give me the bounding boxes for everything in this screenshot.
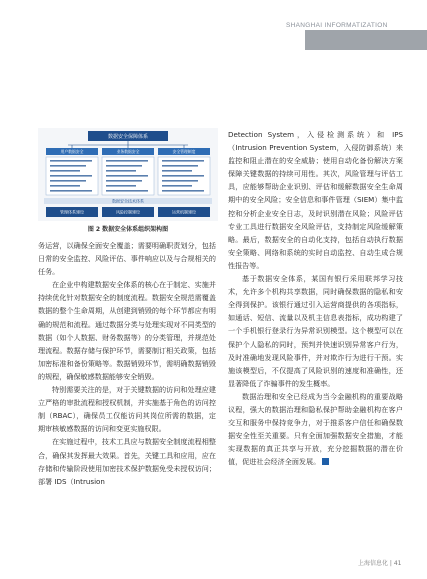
figure-text-line [106,160,148,162]
figure-caption: 图 2 数据安全体系组织架构图 [87,226,169,233]
figure-text-line [162,170,192,172]
figure-text-line [50,160,92,162]
figure-text-line [50,190,92,192]
figure-text-line [162,190,204,192]
right-column [228,128,403,468]
figure-text-line [106,175,148,177]
figure-text-line [162,160,204,162]
figure-bottom-label: 运营机制建设 [172,209,196,215]
header-bar [305,30,427,50]
figure-text-line [50,185,80,187]
figure-text-line [50,165,86,167]
figure-text-line [106,165,142,167]
figure-text-line [50,170,80,172]
figure-column-label: 用户数据安全 [60,149,84,155]
figure-top-label: 数据安全保障体系 [107,134,149,140]
figure-text-line [50,180,86,182]
paragraph: 数据治理和安全已经成为当今金融机构的重要战略议程，强大的数据治理和隐私保护帮助金融机构在客户交互和服务中保持竞争力，对于推系客户信任和确保数据安全性至关重要。只有全面加强数据安全措施，才能实现数据的真正共享与开放，充分挖掘数据的潜在价值，促进社会经济全面发展。 [228,391,403,467]
figure-text-line [162,180,198,182]
figure-column-label: 安全管理制度 [172,149,196,155]
figure-text-line [106,170,136,172]
figure-text-line [106,185,136,187]
paragraph: 在企业中构建数据安全体系的核心在于制定、实施并持续优化针对数据安全的制度流程。数据安全规范需覆盖数据的整个生命周期，从创建到销毁的每个环节都应有明确的规范和流程。通过数据分类与处理实现对不同类型的数据（如个人数据、财务数据等）的分类管理，并规范处理流程。数据存储与保护环节，需要制订相关政策，包括加密标准和备份策略等。数据销毁环节，需明确数据销毁的规程，确保敏感数据能够安全销毁。 [38,280,216,381]
figure-text-line [162,175,204,177]
figure-text-line [162,185,192,187]
architecture-figure [38,128,218,221]
journal-header: SHANGHAI INFORMATIZATION [286,22,388,29]
figure-text-line [106,190,148,192]
figure-column-label: 业务数据安全 [116,149,140,155]
paragraph: Detection System，入侵检测系统）和 IPS（Intrusion Prevention System，入侵防御系统）来监控和阻止潜在的安全威胁；使用自动化备份解决方案保障关键数据的持续可用性。其次，风险管理与评估工具，应能够帮助企业识别、评估和缓解数据安全生命周期中的安全风险；安全信息和事件管理（SIEM）集中监控和分析企业安全日志，及时识别潜在风险；风险评估专业工具进行数据安全风险评估，支持制定风险缓解策略。最后，数据安全的自动化支持，包括自动执行数据安全策略、网络和系统的实时自动监控、自动生成合规性报告等。 [228,130,403,270]
paragraph: 基于数据安全体系，某国有银行采用联邦学习技术，允许多个机构共享数据，同时确保数据的隐私和安全得到保护。该银行通过引入运营商提供的各项指标，如通话、短信、流量以及机主信息表指标，成功构建了一个手机银行登录行为异常识别模型。这个模型可以在保护个人隐私的同时，预判并快速识别异常客户行为，及时准确地发现风险事件，并对欺诈行为进行干预。实施该模型后，不仅提高了风险识别的速度和准确性，还显著降低了诈骗事件的发生概率。 [228,274,403,388]
left-column [38,239,216,488]
paragraph: 在实施过程中，技术工具应与数据安全制度流程相整合，确保其发挥最大效果。首先，关键工具和应用，应在存储和传输阶段使用加密技术保护数据免受未授权访问；部署 IDS（Intrusion [38,437,216,486]
figure-bottom-label: 风险控制建设 [116,209,140,215]
figure-text-line [162,165,198,167]
figure-bottom-label: 管理体系建设 [60,209,84,215]
page-footer: 上海信息化 | 41 [358,560,402,567]
figure-footer-label: 数据安全技术体系 [112,198,144,204]
paragraph: 务运营，以确保全面安全覆盖；需要明确职责划分，包括日常的安全监控、风险评估、事件响应以及与合规相关的任务。 [38,241,216,277]
figure-text-line [50,175,92,177]
figure-text-line [106,180,142,182]
paragraph: 特别需要关注的是，对于关键数据的访问和处理应建立严格的审批流程和授权机制，并实施基于角色的访问控制（RBAC），确保员工仅能访问其岗位所需的数据，定期审核敏感数据的访问和变更实施权限。 [38,385,216,434]
end-of-article-icon [322,458,329,465]
